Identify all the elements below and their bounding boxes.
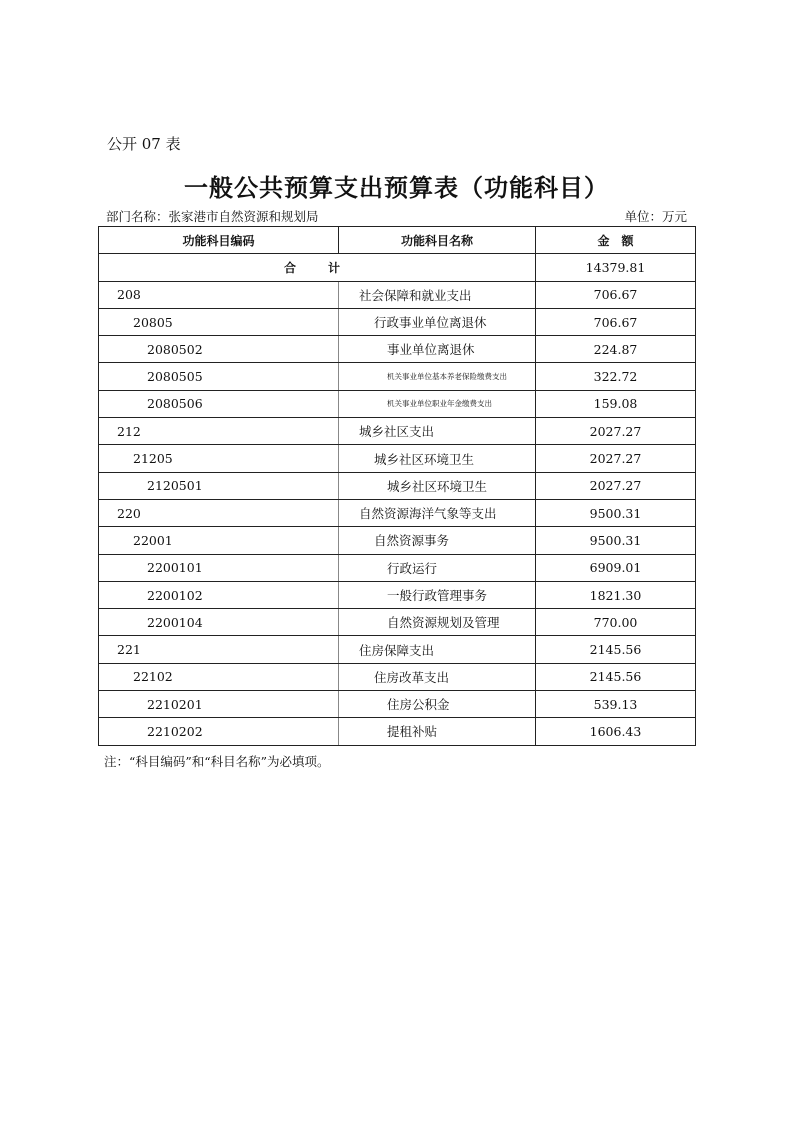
row-code: 2120501 <box>99 472 339 499</box>
table-row <box>99 636 696 663</box>
row-code: 220 <box>99 499 339 526</box>
row-amount: 6909.01 <box>536 554 696 581</box>
row-code: 2080506 <box>99 390 339 417</box>
row-amount: 2145.56 <box>536 663 696 690</box>
budget-table <box>98 226 696 746</box>
row-code: 20805 <box>99 308 339 335</box>
table-row <box>99 609 696 636</box>
row-name: 自然资源事务 <box>339 527 536 554</box>
row-amount: 770.00 <box>536 609 696 636</box>
row-code: 2200104 <box>99 609 339 636</box>
row-amount: 159.08 <box>536 390 696 417</box>
row-amount: 539.13 <box>536 691 696 718</box>
table-row <box>99 308 696 335</box>
row-name: 自然资源海洋气象等支出 <box>339 499 536 526</box>
header-name: 功能科目名称 <box>339 227 536 254</box>
row-code: 21205 <box>99 445 339 472</box>
table-header-row <box>99 227 696 254</box>
row-amount: 706.67 <box>536 281 696 308</box>
total-label: 合 计 <box>99 254 536 281</box>
row-name: 行政运行 <box>339 554 536 581</box>
header-amount: 金 额 <box>536 227 696 254</box>
table-row <box>99 718 696 745</box>
table-row <box>99 691 696 718</box>
row-code: 212 <box>99 418 339 445</box>
footnote: 注：“科目编码”和“科目名称”为必填项。 <box>104 754 330 769</box>
row-amount: 1821.30 <box>536 581 696 608</box>
row-name: 机关事业单位职业年金缴费支出 <box>339 390 536 417</box>
table-row <box>99 554 696 581</box>
row-name: 住房公积金 <box>339 691 536 718</box>
table-row <box>99 527 696 554</box>
table-row <box>99 418 696 445</box>
row-name: 机关事业单位基本养老保险缴费支出 <box>339 363 536 390</box>
header-code: 功能科目编码 <box>99 227 339 254</box>
row-amount: 2145.56 <box>536 636 696 663</box>
row-amount: 1606.43 <box>536 718 696 745</box>
row-name: 住房改革支出 <box>339 663 536 690</box>
row-name: 城乡社区支出 <box>339 418 536 445</box>
table-row <box>99 281 696 308</box>
page-title: 一般公共预算支出预算表（功能科目） <box>184 174 609 202</box>
row-name: 住房保障支出 <box>339 636 536 663</box>
row-name: 城乡社区环境卫生 <box>339 445 536 472</box>
row-amount: 2027.27 <box>536 472 696 499</box>
row-amount: 2027.27 <box>536 418 696 445</box>
row-code: 22001 <box>99 527 339 554</box>
table-row <box>99 445 696 472</box>
row-amount: 706.67 <box>536 308 696 335</box>
row-code: 2200102 <box>99 581 339 608</box>
row-name: 城乡社区环境卫生 <box>339 472 536 499</box>
row-amount: 9500.31 <box>536 527 696 554</box>
total-amount: 14379.81 <box>536 254 696 281</box>
table-row <box>99 663 696 690</box>
table-row <box>99 336 696 363</box>
row-code: 2210202 <box>99 718 339 745</box>
row-name: 事业单位离退休 <box>339 336 536 363</box>
department-name: 部门名称：张家港市自然资源和规划局 <box>106 209 319 224</box>
row-code: 2200101 <box>99 554 339 581</box>
table-row <box>99 472 696 499</box>
row-name: 行政事业单位离退休 <box>339 308 536 335</box>
row-code: 2080505 <box>99 363 339 390</box>
table-row <box>99 363 696 390</box>
table-row <box>99 499 696 526</box>
row-name: 自然资源规划及管理 <box>339 609 536 636</box>
table-row <box>99 581 696 608</box>
form-number: 公开 07 表 <box>107 135 181 153</box>
row-code: 2210201 <box>99 691 339 718</box>
row-code: 208 <box>99 281 339 308</box>
row-amount: 2027.27 <box>536 445 696 472</box>
total-row <box>99 254 696 281</box>
table-row <box>99 390 696 417</box>
row-name: 提租补贴 <box>339 718 536 745</box>
row-code: 221 <box>99 636 339 663</box>
row-name: 一般行政管理事务 <box>339 581 536 608</box>
unit-label: 单位：万元 <box>624 209 687 224</box>
row-code: 2080502 <box>99 336 339 363</box>
row-amount: 224.87 <box>536 336 696 363</box>
row-amount: 9500.31 <box>536 499 696 526</box>
row-amount: 322.72 <box>536 363 696 390</box>
row-name: 社会保障和就业支出 <box>339 281 536 308</box>
row-code: 22102 <box>99 663 339 690</box>
